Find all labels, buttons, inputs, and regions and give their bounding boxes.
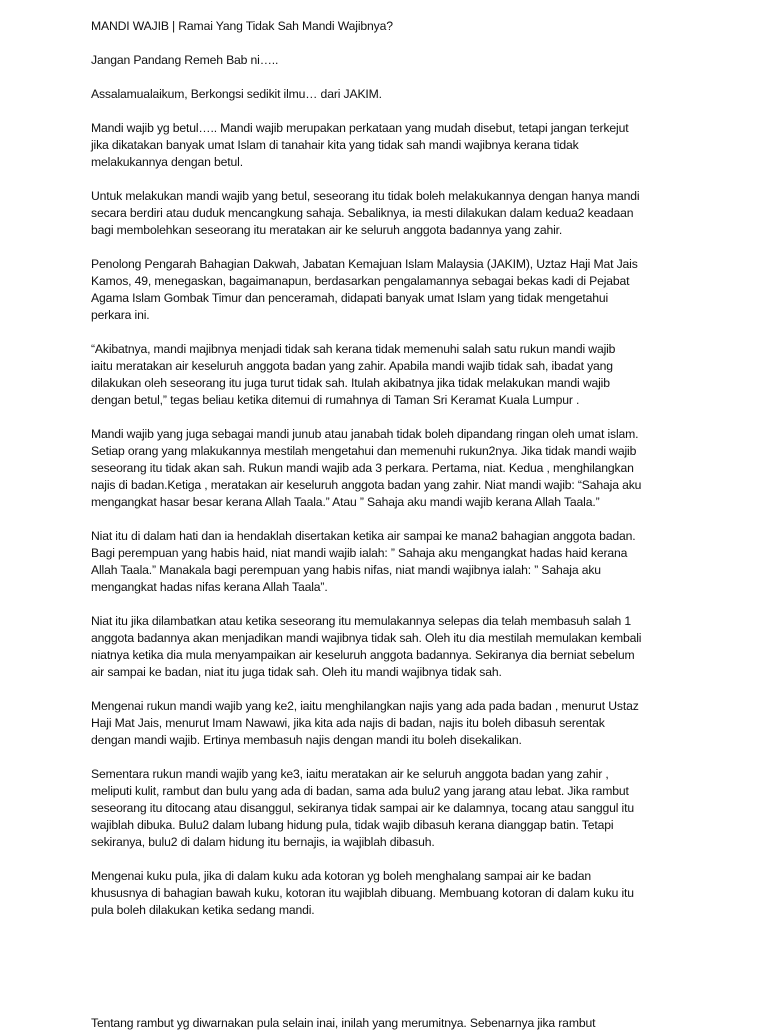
text-line: meliputi kulit, rambut dan bulu yang ada di badan, sama ada bulu2 yang jarang atau lebat. Jika rambut (91, 784, 629, 798)
paragraph (91, 256, 691, 324)
paragraph (91, 426, 691, 511)
text-line: Sementara rukun mandi wajib yang ke3, iaitu meratakan air ke seluruh anggota badan yang zahir , (91, 767, 609, 781)
text-line: mengangkat hasar besar kerana Allah Taala.” Atau ” Sahaja aku mandi wajib kerana Allah Taala.” (91, 495, 600, 509)
text-line: air sampai ke badan, niat itu juga tidak sah. Oleh itu mandi wajibnya tidak sah. (91, 665, 502, 679)
text-line: Niat itu di dalam hati dan ia hendaklah disertakan ketika air sampai ke mana2 bahagian anggota badan. (91, 529, 636, 543)
text-line: “Akibatnya, mandi majibnya menjadi tidak sah kerana tidak memenuhi salah satu rukun mandi wajib (91, 342, 616, 356)
text-line: Mengenai kuku pula, jika di dalam kuku ada kotoran yg boleh menghalang sampai air ke badan (91, 869, 592, 883)
text-line: Penolong Pengarah Bahagian Dakwah, Jabatan Kemajuan Islam Malaysia (JAKIM), Uztaz Haji Mat Jais (91, 257, 638, 271)
text-line: jika dikatakan banyak umat Islam di tanahair kita yang tidak sah mandi wajibnya kerana tidak (91, 138, 579, 152)
text-line: wajiblah dibuka. Bulu2 dalam lubang hidung pula, tidak wajib dibasuh kerana dianggap batin. Tetapi (91, 818, 614, 832)
paragraph (91, 613, 691, 681)
paragraph (91, 86, 691, 103)
paragraph (91, 698, 691, 749)
text-line: iaitu meratakan air keseluruh anggota badan yang zahir. Apabila mandi wajib tidak sah, ibadat yang (91, 359, 613, 373)
text-line: Allah Taala.” Manakala bagi perempuan yang habis nifas, niat mandi wajibnya ialah: ” Sahaja aku (91, 563, 601, 577)
paragraph (91, 341, 691, 409)
text-line: MANDI WAJIB | Ramai Yang Tidak Sah Mandi Wajibnya? (91, 19, 393, 33)
text-line: pula boleh dilakukan ketika sedang mandi. (91, 903, 315, 917)
text-line: sekiranya, bulu2 di dalam hidung itu bernajis, ia wajiblah dibasuh. (91, 835, 435, 849)
text-line: anggota badannya akan menjadikan mandi wajibnya tidak sah. Oleh itu dia mestilah memulakan kembali (91, 631, 642, 645)
text-line: Agama Islam Gombak Timur dan penceramah, didapati banyak umat Islam yang tidak mengetahui (91, 291, 609, 305)
paragraph (91, 52, 691, 69)
text-line: najis di badan.Ketiga , meratakan air keseluruh anggota badan yang zahir. Niat mandi wajib: “Sahaja aku (91, 478, 642, 492)
text-line: Kamos, 49, menegaskan, bagaimanapun, berdasarkan pengalamannya sebagai bekas kadi di Pejabat (91, 274, 630, 288)
cut-off-text-line: Tentang rambut yg diwarnakan pula selain inai, inilah yang merumitnya. Sebenarnya jika rambut (91, 1016, 596, 1030)
document-body (91, 18, 691, 936)
text-line: niatnya ketika dia mula menyampaikan air keseluruh anggota badannya. Sekiranya dia berniat sebelum (91, 648, 635, 662)
paragraph (91, 528, 691, 596)
text-line: khususnya di bahagian bawah kuku, kotoran itu wajiblah dibuang. Membuang kotoran di dalam kuku itu (91, 886, 634, 900)
document-title (91, 18, 691, 35)
text-line: Mandi wajib yg betul….. Mandi wajib merupakan perkataan yang mudah disebut, tetapi jangan terkejut (91, 121, 629, 135)
paragraph (91, 766, 691, 851)
text-line: seseorang itu tidak akan sah. Rukun mandi wajib ada 3 perkara. Pertama, niat. Kedua , menghilangkan (91, 461, 634, 475)
paragraph (91, 868, 691, 919)
text-line: secara berdiri atau duduk mencangkung sahaja. Sebaliknya, ia mesti dilakukan dalam kedua2 keadaan (91, 206, 634, 220)
text-line: perkara ini. (91, 308, 150, 322)
text-line: Mandi wajib yang juga sebagai mandi junub atau janabah tidak boleh dipandang ringan oleh umat islam. (91, 427, 639, 441)
text-line: Assalamualaikum, Berkongsi sedikit ilmu… dari JAKIM. (91, 87, 382, 101)
text-line: seseorang itu ditocang atau disanggul, sekiranya tidak sampai air ke dalamnya, tocang atau sanggul itu (91, 801, 634, 815)
text-line: mengangkat hadas nifas kerana Allah Taala”. (91, 580, 328, 594)
paragraph (91, 188, 691, 239)
text-line: dilakukan oleh seseorang itu juga turut tidak sah. Itulah akibatnya jika tidak melakukan mandi wajib (91, 376, 610, 390)
text-line: Niat itu jika dilambatkan atau ketika seseorang itu memulakannya selepas dia telah membasuh salah 1 (91, 614, 631, 628)
text-line: dengan mandi wajib. Ertinya membasuh najis dengan mandi itu boleh disekalikan. (91, 733, 522, 747)
text-line: Bagi perempuan yang habis haid, niat mandi wajib ialah: ” Sahaja aku mengangkat hadas haid kerana (91, 546, 628, 560)
text-line: Setiap orang yang mlakukannya mestilah mengetahui dan memenuhi rukun2nya. Jika tidak mandi wajib (91, 444, 637, 458)
text-line: Mengenai rukun mandi wajib yang ke2, iaitu menghilangkan najis yang ada pada badan , menurut Ustaz (91, 699, 639, 713)
paragraph (91, 120, 691, 171)
text-line: bagi membolehkan seseorang itu meratakan air ke seluruh anggota badannya yang zahir. (91, 223, 563, 237)
text-line: melakukannya dengan betul. (91, 155, 243, 169)
text-line: Untuk melakukan mandi wajib yang betul, seseorang itu tidak boleh melakukannya dengan hanya mandi (91, 189, 640, 203)
text-line: Jangan Pandang Remeh Bab ni….. (91, 53, 279, 67)
text-line: dengan betul,” tegas beliau ketika ditemui di rumahnya di Taman Sri Keramat Kuala Lumpur . (91, 393, 580, 407)
text-line: Haji Mat Jais, menurut Imam Nawawi, jika kita ada najis di badan, najis itu boleh dibasuh serentak (91, 716, 605, 730)
